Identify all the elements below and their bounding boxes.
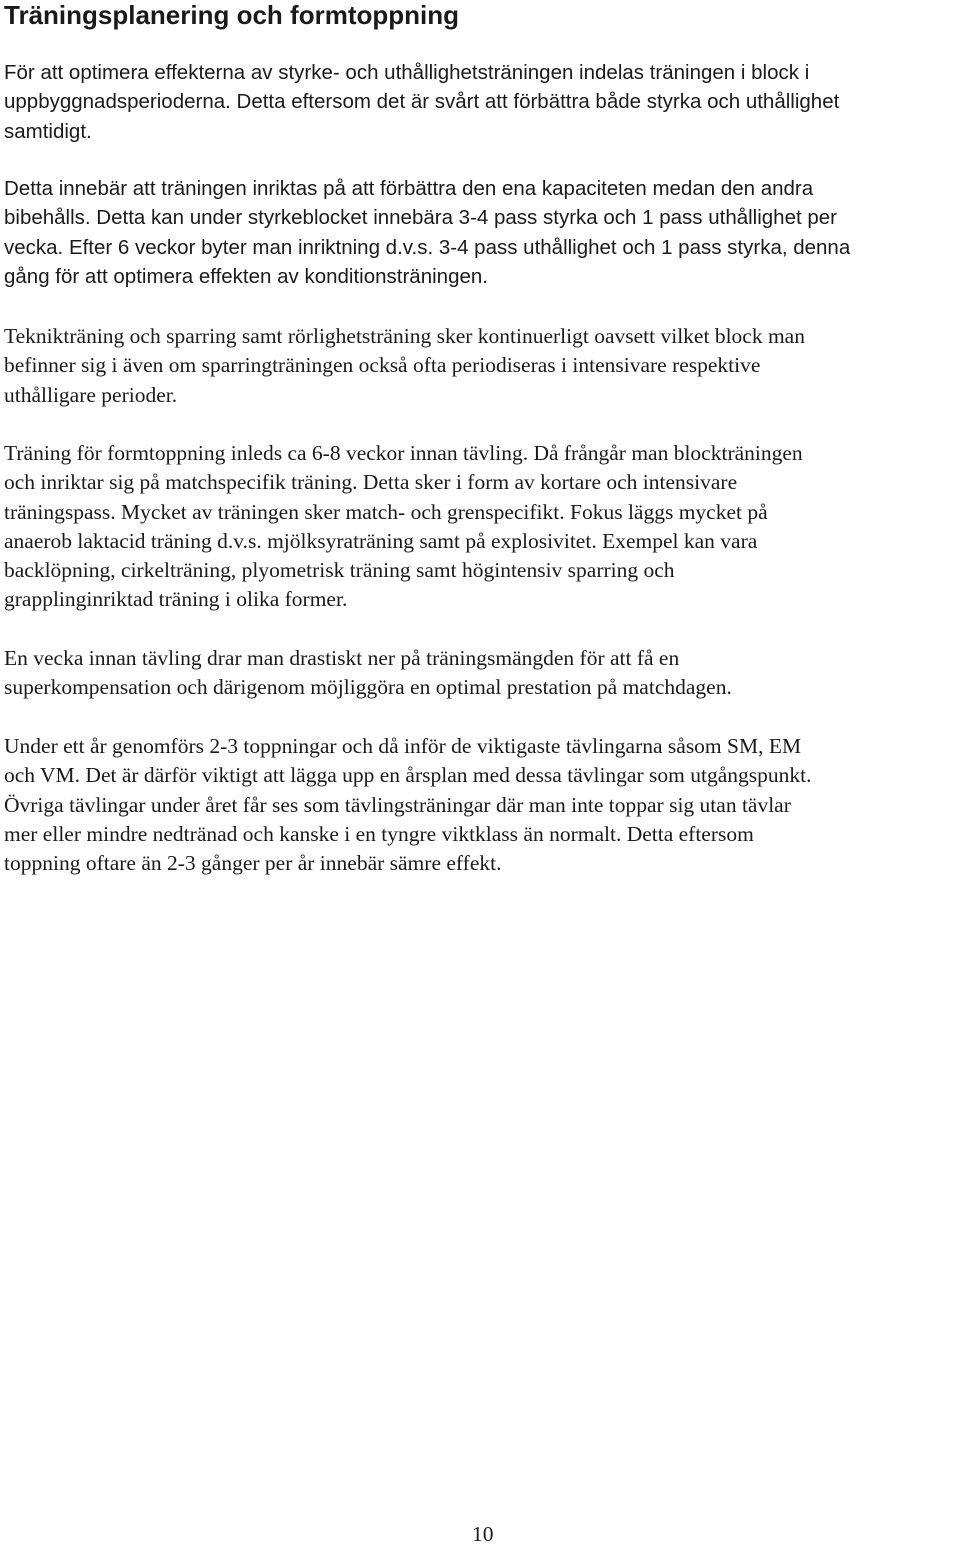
paragraph-line: superkompensation och därigenom möjliggöra en optimal prestation på matchdagen.	[4, 675, 732, 700]
paragraph-line: och inriktar sig på matchspecifik träning. Detta sker i form av kortare och intensivare	[4, 470, 738, 495]
paragraph-line: anaerob laktacid träning d.v.s. mjölksyraträning samt på explosivitet. Exempel kan vara	[4, 528, 758, 553]
paragraph-line: Detta innebär att träningen inriktas på att förbättra den ena kapaciteten medan den andra	[4, 177, 814, 200]
paragraph-line: Träning för formtoppning inleds ca 6-8 veckor innan tävling. Då frångår man blockträningen	[4, 441, 803, 465]
paragraph-line: En vecka innan tävling drar man drastiskt ner på träningsmängden för att få en	[4, 646, 680, 670]
paragraph-line: samtidigt.	[4, 119, 92, 143]
paragraph-line: Övriga tävlingar under året får ses som tävlingsträningar där man inte toppar sig utan tävlar	[4, 792, 791, 817]
page-title: Träningsplanering och formtoppning	[4, 0, 459, 30]
paragraph-technique-sparring	[4, 322, 805, 410]
paragraph-line: backlöpning, cirkelträning, plyometrisk träning samt högintensiv sparring och	[4, 558, 675, 583]
paragraph-line: mer eller mindre nedtränad och kanske i en tyngre viktklass än normalt. Detta eftersom	[4, 821, 754, 846]
paragraph-line: toppning oftare än 2-3 gånger per år innebär sämre effekt.	[4, 851, 502, 876]
paragraph-line: För att optimera effekterna av styrke- och uthållighetsträningen indelas träningen i block i	[4, 61, 810, 84]
paragraph-line: träningspass. Mycket av träningen sker match- och grenspecifikt. Fokus läggs mycket på	[4, 499, 768, 524]
paragraph-line: uppbyggnadsperioderna. Detta eftersom det är svårt att förbättra både styrka och uthållighet	[4, 90, 840, 114]
paragraph-line: grapplinginriktad träning i olika former.	[4, 587, 348, 612]
paragraph-taper-week	[4, 644, 732, 703]
paragraph-line: och VM. Det är därför viktigt att lägga upp en årsplan med dessa tävlingar som utgångspunkt.	[4, 763, 812, 788]
paragraph-line: befinner sig i även om sparringträningen också ofta periodiseras i intensivare respektive	[4, 353, 761, 378]
page-number: 10	[472, 1522, 494, 1546]
paragraph-line: Under ett år genomförs 2-3 toppningar och då inför de viktigaste tävlingarna såsom SM, EM	[4, 734, 802, 758]
paragraph-line: Teknikträning och sparring samt rörlighetsträning sker kontinuerligt oavsett vilket block man	[4, 324, 805, 348]
paragraph-capacity-focus	[4, 174, 850, 291]
paragraph-line: bibehålls. Detta kan under styrkeblocket innebära 3-4 pass styrka och 1 pass uthållighet per	[4, 206, 838, 230]
paragraph-line: gång för att optimera effekten av konditionsträningen.	[4, 264, 488, 288]
paragraph-block-training	[4, 58, 839, 146]
paragraph-line: vecka. Efter 6 veckor byter man inriktning d.v.s. 3-4 pass uthållighet och 1 pass styrka, denna	[4, 235, 851, 259]
paragraph-peaking	[4, 439, 803, 615]
paragraph-annual-plan	[4, 732, 811, 878]
paragraph-line: uthålligare perioder.	[4, 382, 178, 407]
